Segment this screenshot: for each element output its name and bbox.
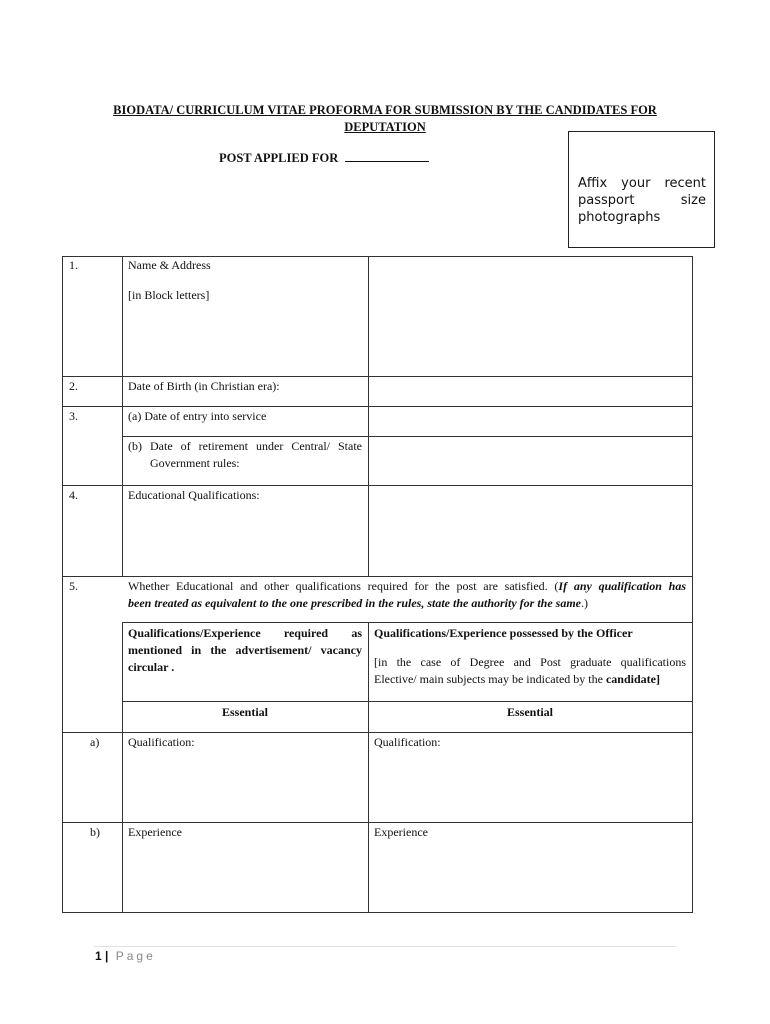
row5b-label: b) xyxy=(90,825,100,839)
date-of-retirement-field[interactable] xyxy=(370,438,690,483)
row-line-a xyxy=(62,732,693,733)
required-header-line2: mentioned in the advertisement/ vacancy xyxy=(128,643,362,657)
row1-sublabel: [in Block letters] xyxy=(128,288,210,302)
page-footer xyxy=(95,949,156,963)
row-line-5 xyxy=(62,576,693,577)
row4-number: 4. xyxy=(69,488,78,502)
possessed-note-bold: candidate] xyxy=(605,672,660,686)
form-title-line1: BIODATA/ CURRICULUM VITAE PROFORMA FOR SUBMISSION BY THE CANDIDATES FOR xyxy=(113,103,657,117)
photo-text-line2: passport size xyxy=(578,193,706,208)
page-number: 1 xyxy=(95,949,102,963)
qualification-possessed-field[interactable] xyxy=(370,752,690,820)
essential-right-header: Essential xyxy=(506,705,553,719)
col-divider-1-bottom xyxy=(122,622,123,913)
photo-text-line1: Affix your recent xyxy=(578,176,706,191)
row-line-5-header xyxy=(122,622,693,623)
row3b-label-line2: Government rules: xyxy=(150,456,240,470)
row5-question-emphasis2: been treated as equivalent to the one prescribed in the rules, state the authority for the same xyxy=(128,596,581,610)
row-line-4 xyxy=(62,485,693,486)
row2-label: Date of Birth (in Christian era): xyxy=(128,379,280,393)
row3b-label-line1: (b) Date of retirement under Central/ State xyxy=(128,439,362,453)
row5b-required: Experience xyxy=(128,825,182,839)
row4-label: Educational Qualifications: xyxy=(128,488,260,502)
row2-number: 2. xyxy=(69,379,78,393)
required-header-line1: Qualifications/Experience required as xyxy=(128,626,362,640)
row5-number: 5. xyxy=(69,579,78,593)
page-separator: | xyxy=(105,949,109,963)
col-divider-2-top xyxy=(368,256,369,577)
row5a-required: Qualification: xyxy=(128,735,195,749)
row5-question-line1 xyxy=(128,578,686,595)
photo-text-line3: photographs xyxy=(578,210,661,225)
experience-possessed-field[interactable] xyxy=(370,842,690,910)
row-line-3b xyxy=(122,436,693,437)
row-line-2 xyxy=(62,376,693,377)
essential-left-header: Essential xyxy=(221,705,268,719)
post-applied-label: POST APPLIED FOR xyxy=(219,151,339,165)
date-of-entry-field[interactable] xyxy=(370,408,690,434)
row-line-essential xyxy=(122,701,693,702)
row5b-possessed: Experience xyxy=(374,825,428,839)
name-address-field[interactable] xyxy=(370,258,690,374)
post-applied-for xyxy=(219,150,429,166)
educational-qualifications-field[interactable] xyxy=(370,487,690,574)
row5-question-line2 xyxy=(128,595,588,612)
footer-divider xyxy=(94,946,676,947)
possessed-note-line2 xyxy=(374,671,660,688)
date-of-birth-field[interactable] xyxy=(370,378,690,404)
possessed-header: Qualifications/Experience possessed by the Officer xyxy=(374,626,633,640)
row1-number: 1. xyxy=(69,258,78,272)
row3-number: 3. xyxy=(69,409,78,423)
row5a-possessed: Qualification: xyxy=(374,735,441,749)
col-divider-1-top xyxy=(122,256,123,577)
required-header-line3: circular . xyxy=(128,660,175,674)
row-line-bottom xyxy=(62,912,693,913)
possessed-note-line1: [in the case of Degree and Post graduate qualifications xyxy=(374,655,686,669)
possessed-note-plain: Elective/ main subjects may be indicated by the xyxy=(374,672,606,686)
form-title-line2: DEPUTATION xyxy=(344,120,426,134)
row-line-b xyxy=(62,822,693,823)
table-border-left xyxy=(62,256,63,913)
col-divider-2-bottom xyxy=(368,622,369,913)
post-applied-blank[interactable] xyxy=(345,150,429,162)
row5-question-plain: Whether Educational and other qualifications required for the post are satisfied. ( xyxy=(128,579,559,593)
row5a-label: a) xyxy=(90,735,100,749)
row-line-3 xyxy=(62,406,693,407)
row5-question-tail: .) xyxy=(581,596,588,610)
page-word: Page xyxy=(115,949,156,963)
row1-label: Name & Address xyxy=(128,258,211,272)
photo-box xyxy=(568,131,715,248)
row3a-label: (a) Date of entry into service xyxy=(128,409,267,423)
row5-question-emphasis1: If any qualification has xyxy=(558,579,686,593)
table-border-right xyxy=(692,256,693,913)
